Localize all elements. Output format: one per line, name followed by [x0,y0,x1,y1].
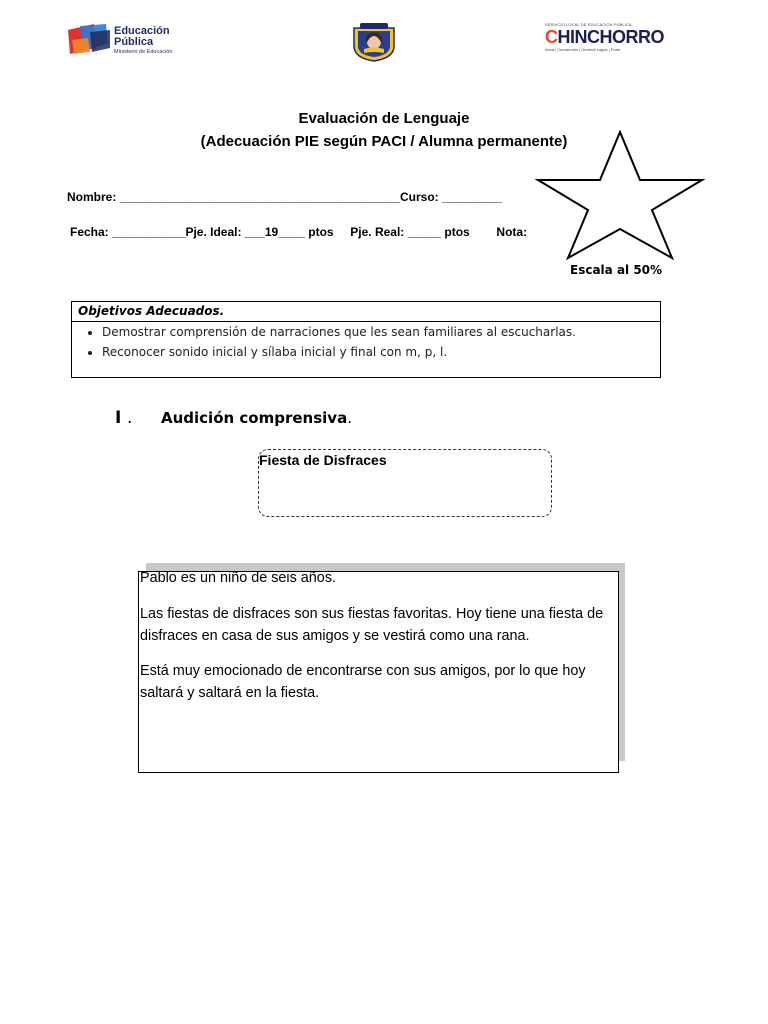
story-paragraph: Está muy emocionado de encontrarse con sus amigos, por lo que hoy saltará y saltará en la fiesta. [140,663,586,701]
pje-real-field[interactable]: _____ [407,225,442,239]
chinchorro-bottom-text: Arica | Camarones | General Lagos | Putre [545,47,621,52]
chinchorro-top-text: SERVICIO LOCAL DE EDUCACIÓN PÚBLICA [545,22,632,27]
logo-left-line2: Pública [114,36,154,48]
chinchorro-first-letter: C [545,27,558,47]
fecha-label: Fecha: [70,225,109,239]
pje-ideal-value: ___19____ [244,225,305,239]
chinchorro-wordmark [545,27,664,47]
nombre-field[interactable]: __________________________________________ [119,190,400,204]
section-number-dot: . [127,408,133,428]
objetivos-heading: Objetivos Adecuados. [72,302,660,322]
section-title-text: Audición comprensiva [161,409,348,427]
document-subtitle: (Adecuación PIE según PACI / Alumna permanente) [200,133,568,150]
fecha-puntaje-line [70,225,527,239]
fecha-field[interactable]: ___________ [112,225,186,239]
section-number: I [115,408,122,428]
curso-label: Curso: [400,190,439,204]
document-title: Evaluación de Lenguaje [298,110,470,127]
section-title-dot: . [347,409,352,427]
school-crest-logo [348,22,400,62]
pje-real-unit: ptos [444,225,470,239]
logo-left-line1: Educación [114,25,170,37]
story-paragraph: Las fiestas de disfraces son sus fiestas favoritas. Hoy tiene una fiesta de disfraces en casa de sus amigos y se vestirá como una rana. [140,606,604,644]
school-crest-icon [348,22,400,62]
chinchorro-logo [545,22,664,62]
escala-label: Escala al 50% [570,263,663,277]
logo-left-line3: Ministerio de Educación [114,49,173,55]
section-title [161,409,352,427]
objetivo-item: • Demostrar comprensión de narraciones que les sean familiares al escucharlas. [102,322,660,342]
objetivos-table [71,301,661,378]
educacion-publica-emblem-icon [66,22,112,56]
nombre-label: Nombre: [67,190,117,204]
nota-label: Nota: [496,225,528,239]
pje-ideal-unit: ptos [308,225,334,239]
nombre-curso-line [67,190,502,204]
chinchorro-rest: HINCHORRO [557,27,664,47]
educacion-publica-logo [66,22,196,58]
curso-field[interactable]: _________ [442,190,503,204]
objetivos-list [72,322,660,362]
pje-real-label: Pje. Real: [350,225,405,239]
story-title: Fiesta de Disfraces [259,452,387,468]
story-paragraph: Pablo es un niño de seis años. [140,570,337,586]
story-title-box [258,449,552,517]
objetivo-item: • Reconocer sonido inicial y sílaba inicial y final con m, p, l. [102,342,660,362]
grade-star-icon [534,130,706,262]
pje-ideal-label: Pje. Ideal: [185,225,242,239]
story-text-box [138,571,619,773]
